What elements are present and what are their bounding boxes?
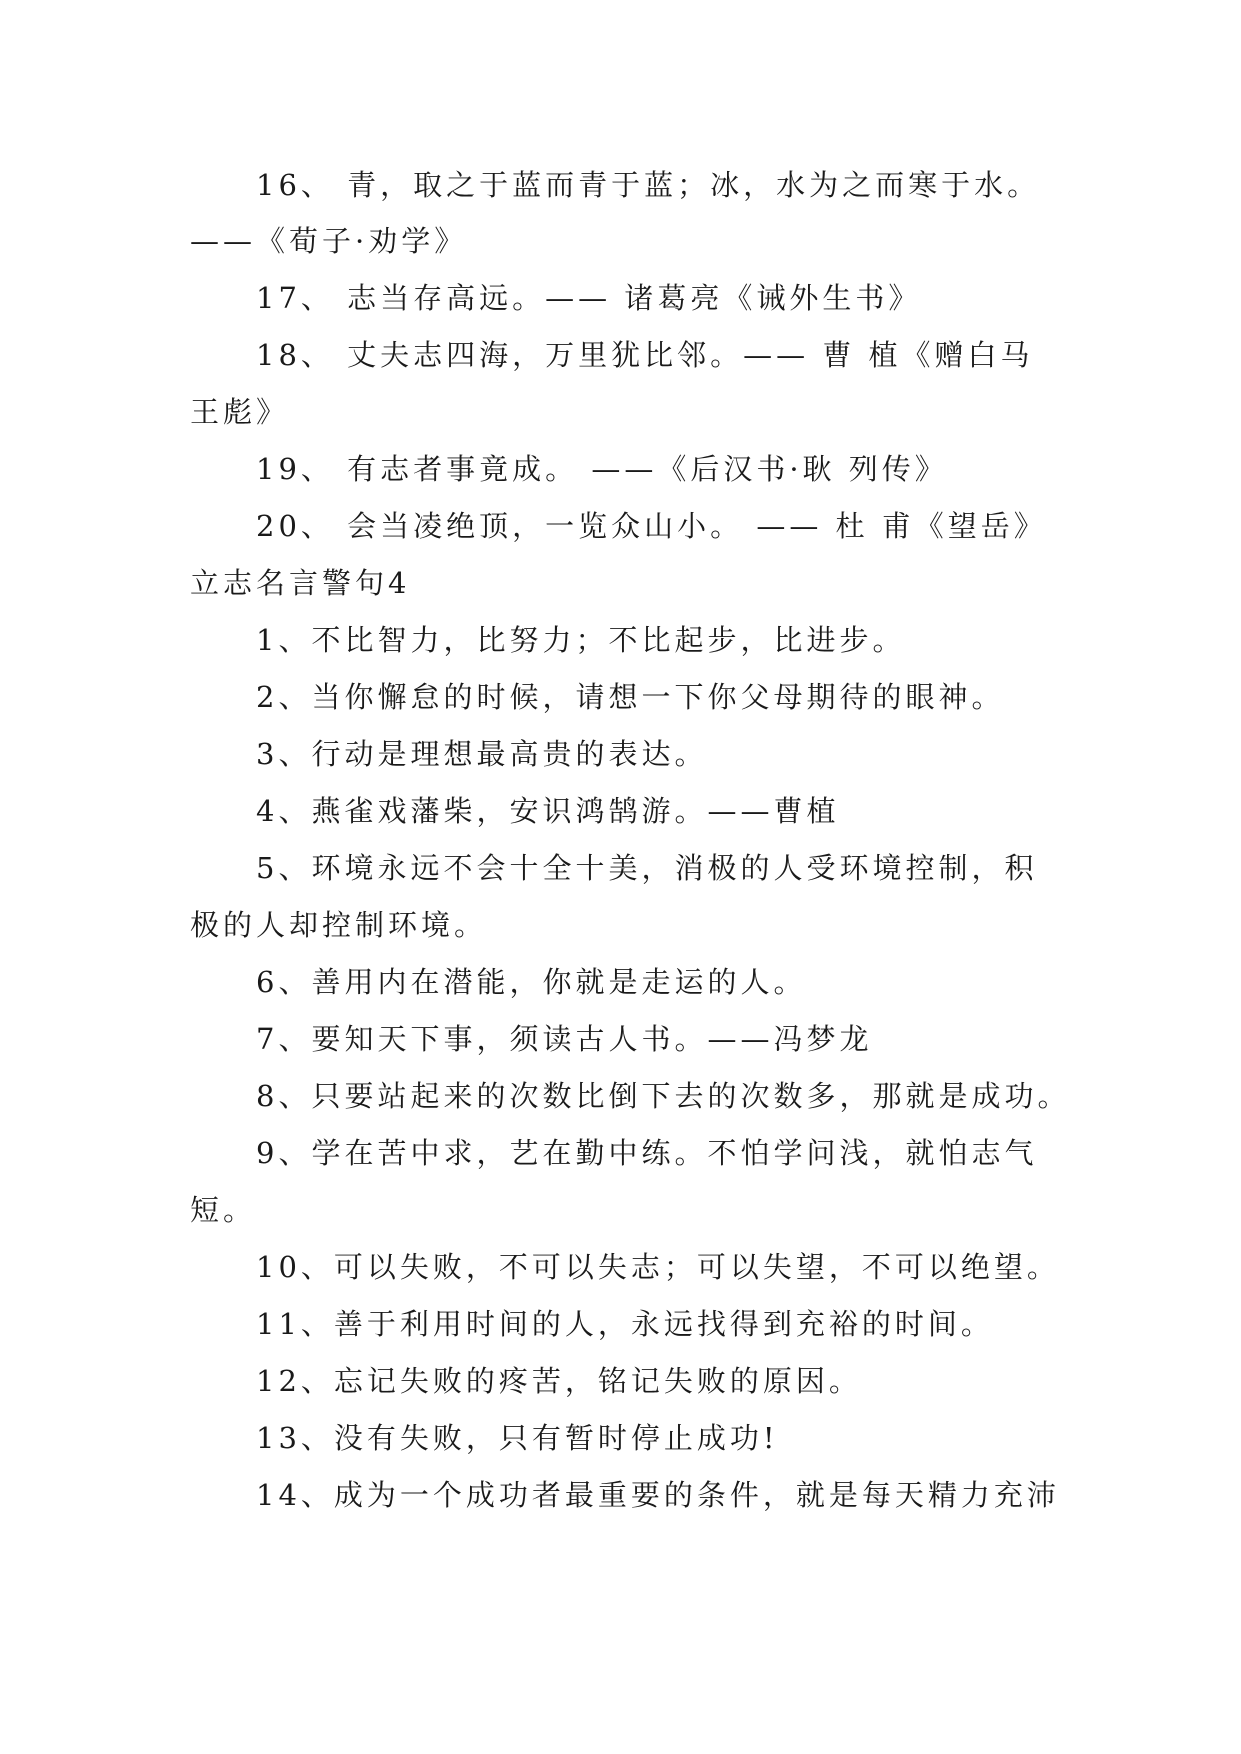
section-heading: 立志名言警句4 (190, 566, 411, 600)
quote-12: 12、忘记失败的疼苦，铭记失败的原因。 (256, 1364, 862, 1398)
quote-4: 4、燕雀戏藩柴，安识鸿鹄游。——曹植 (256, 794, 840, 828)
quote-19: 19、 有志者事竟成。 ——《后汉书·耿 列传》 (256, 452, 948, 486)
quote-9-line-2: 短。 (190, 1193, 257, 1227)
quote-9-line-1: 9、学在苦中求，艺在勤中练。不怕学问浅，就怕志气 (256, 1136, 1038, 1170)
quote-20: 20、 会当凌绝顶，一览众山小。 —— 杜 甫《望岳》 (256, 509, 1047, 543)
quote-8: 8、只要站起来的次数比倒下去的次数多，那就是成功。 (256, 1079, 1071, 1113)
quote-16-line-1: 16、 青，取之于蓝而青于蓝；冰，水为之而寒于水。 (256, 168, 1041, 202)
quote-5-line-2: 极的人却控制环境。 (190, 908, 488, 942)
quote-7: 7、要知天下事，须读古人书。——冯梦龙 (256, 1022, 873, 1056)
quote-3: 3、行动是理想最高贵的表达。 (256, 737, 708, 771)
quote-18-line-2: 王彪》 (190, 395, 290, 429)
quote-18-line-1: 18、 丈夫志四海，万里犹比邻。—— 曹 植《赠白马 (256, 338, 1034, 372)
quote-5-line-1: 5、环境永远不会十全十美，消极的人受环境控制，积 (256, 851, 1038, 885)
quote-6: 6、善用内在潜能，你就是走运的人。 (256, 965, 807, 999)
quote-1: 1、不比智力，比努力；不比起步，比进步。 (256, 623, 906, 657)
quote-16-line-2: ——《荀子·劝学》 (190, 224, 468, 258)
quote-13: 13、没有失败，只有暂时停止成功! (256, 1421, 779, 1455)
quote-14: 14、成为一个成功者最重要的条件，就是每天精力充沛 (256, 1478, 1060, 1512)
quote-10: 10、可以失败，不可以失志；可以失望，不可以绝望。 (256, 1250, 1060, 1284)
quote-11: 11、善于利用时间的人，永远找得到充裕的时间。 (256, 1307, 994, 1341)
quote-2: 2、当你懈怠的时候，请想一下你父母期待的眼神。 (256, 680, 1005, 714)
quote-17: 17、 志当存高远。—— 诸葛亮《诫外生书》 (256, 281, 922, 315)
